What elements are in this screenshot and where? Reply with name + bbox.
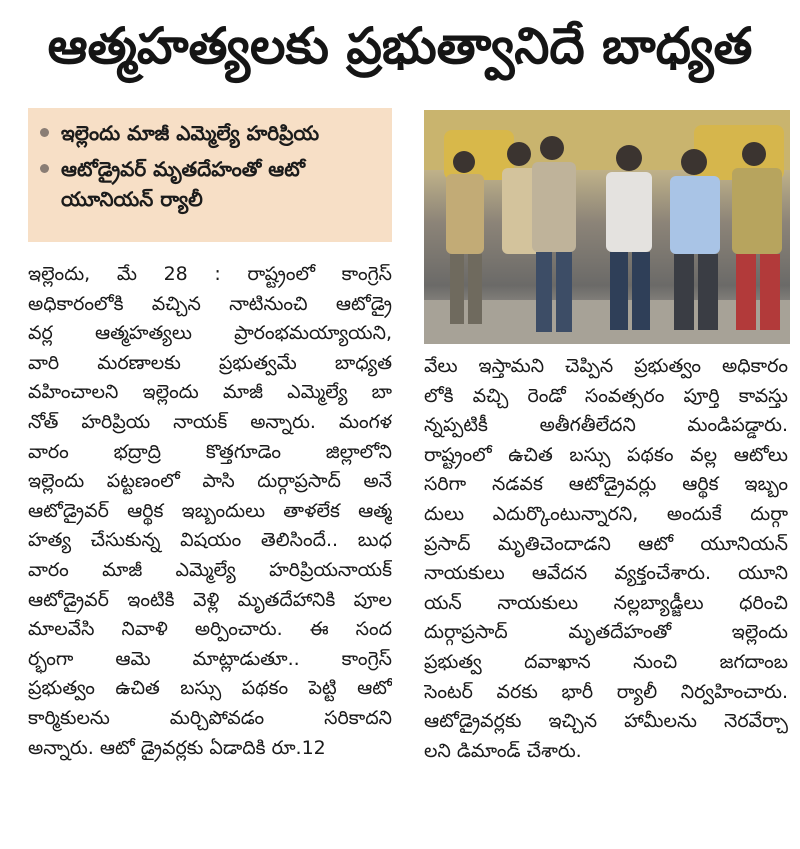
highlight-text: ఆటోడ్రైవర్ మృతదేహంతో ఆటో యూనియన్ ర్యాలీ bbox=[61, 157, 306, 211]
highlight-item bbox=[40, 118, 382, 148]
headline: ఆత్మహత్యలకు ప్రభుత్వానిదే బాధ్యత bbox=[47, 17, 753, 75]
text-line: రాష్ట్రంలో ఉచిత బస్సు పథకం వల్ల ఆటోలు bbox=[424, 443, 788, 466]
text-line: ప్రభుత్వ దవాఖాన నుంచి జగదాంబ bbox=[424, 650, 788, 673]
text-line: దులు ఎదుర్కొంటున్నారని, అందుకే దుర్గా bbox=[424, 502, 788, 525]
text-line: దుర్గాప్రసాద్ మృతదేహంతో ఇల్లెందు bbox=[424, 621, 788, 644]
highlight-text: ఇల్లెందు మాజీ ఎమ్మెల్యే హరిప్రియ bbox=[61, 121, 320, 145]
bullet-icon bbox=[40, 164, 49, 173]
text-line: ప్రభుత్వం ఉచిత బస్సు పథకం పెట్టి ఆటో bbox=[28, 677, 392, 700]
text-line: నోత్ హరిప్రియ నాయక్ అన్నారు. మంగళ bbox=[28, 410, 392, 433]
photo-illustration bbox=[424, 110, 790, 344]
news-photo bbox=[424, 110, 790, 344]
text-line: వారం మాజీ ఎమ్మెల్యే హరిప్రియనాయక్ bbox=[28, 558, 392, 581]
article-right-column bbox=[424, 352, 788, 766]
text-line: ఇల్లెందు, మే 28 : రాష్ట్రంలో కాంగ్రెస్ bbox=[28, 263, 392, 285]
highlight-item bbox=[40, 154, 382, 214]
text-line: సెంటర్ వరకు భారీ ర్యాలీ నిర్వహించారు. bbox=[424, 680, 788, 703]
text-line: ప్రసాద్ మృతిచెందాడని ఆటో యూనియన్ bbox=[424, 532, 788, 555]
text-line: అధికారంలోకి వచ్చిన నాటినుంచి ఆటోడ్రై bbox=[28, 292, 392, 315]
text-line: లోకి వచ్చి రెండో సంవత్సరం పూర్తి కావస్తు bbox=[424, 384, 788, 407]
text-line: లని డిమాండ్ చేశారు. bbox=[424, 739, 582, 762]
text-line: వహించాలని ఇల్లెందు మాజీ ఎమ్మెల్యే బా bbox=[28, 381, 392, 404]
text-line: ఆటోడ్రైవర్ ఇంటికి వెళ్లి మృతదేహానికి పూల bbox=[28, 588, 392, 611]
text-line: వారం భద్రాద్రి కొత్తగూడెం జిల్లాలోని bbox=[28, 440, 392, 463]
highlights-box bbox=[28, 108, 392, 242]
text-line: హత్య చేసుకున్న విషయం తెలిసిందే.. బుధ bbox=[28, 529, 392, 552]
text-line: న్నప్పటికీ అతీగతీలేదని మండిపడ్డారు. bbox=[424, 414, 788, 437]
text-line: అన్నారు. ఆటో డ్రైవర్లకు ఏడాదికి రూ.12 bbox=[28, 736, 326, 759]
text-line: వర్ల ఆత్మహత్యలు ప్రారంభమయ్యాయని, bbox=[28, 322, 392, 345]
bullet-icon bbox=[40, 128, 49, 137]
text-line: నాయకులు ఆవేదన వ్యక్తంచేశారు. యూని bbox=[424, 562, 788, 585]
text-line: యన్ నాయకులు నల్లబ్యాడ్జీలు ధరించి bbox=[424, 591, 788, 614]
text-line: ర్భంగా ఆమె మాట్లాడుతూ.. కాంగ్రెస్ bbox=[28, 647, 392, 670]
article-left-column bbox=[28, 260, 392, 763]
text-line: సరిగా నడవక ఆటోడ్రైవర్లు ఆర్థిక ఇబ్బం bbox=[424, 473, 788, 496]
text-line: వారి మరణాలకు ప్రభుత్వమే బాధ్యత bbox=[28, 351, 392, 374]
text-line: ఆటోడ్రైవర్లకు ఇచ్చిన హామీలను నెరవేర్చా bbox=[424, 710, 788, 733]
text-line: వేలు ఇస్తామని చెప్పిన ప్రభుత్వం అధికారం bbox=[424, 355, 788, 377]
text-line: ఆటోడ్రైవర్ ఆర్థిక ఇబ్బందులు తాళలేక ఆత్మ bbox=[28, 499, 392, 522]
text-line: కార్మికులను మర్చిపోవడం సరికాదని bbox=[28, 706, 392, 729]
text-line: ఇల్లెందు పట్టణంలో పాసి దుర్గాప్రసాద్ అనే bbox=[28, 470, 392, 493]
text-line: మాలవేసి నివాళి అర్పించారు. ఈ సంద bbox=[28, 618, 392, 641]
